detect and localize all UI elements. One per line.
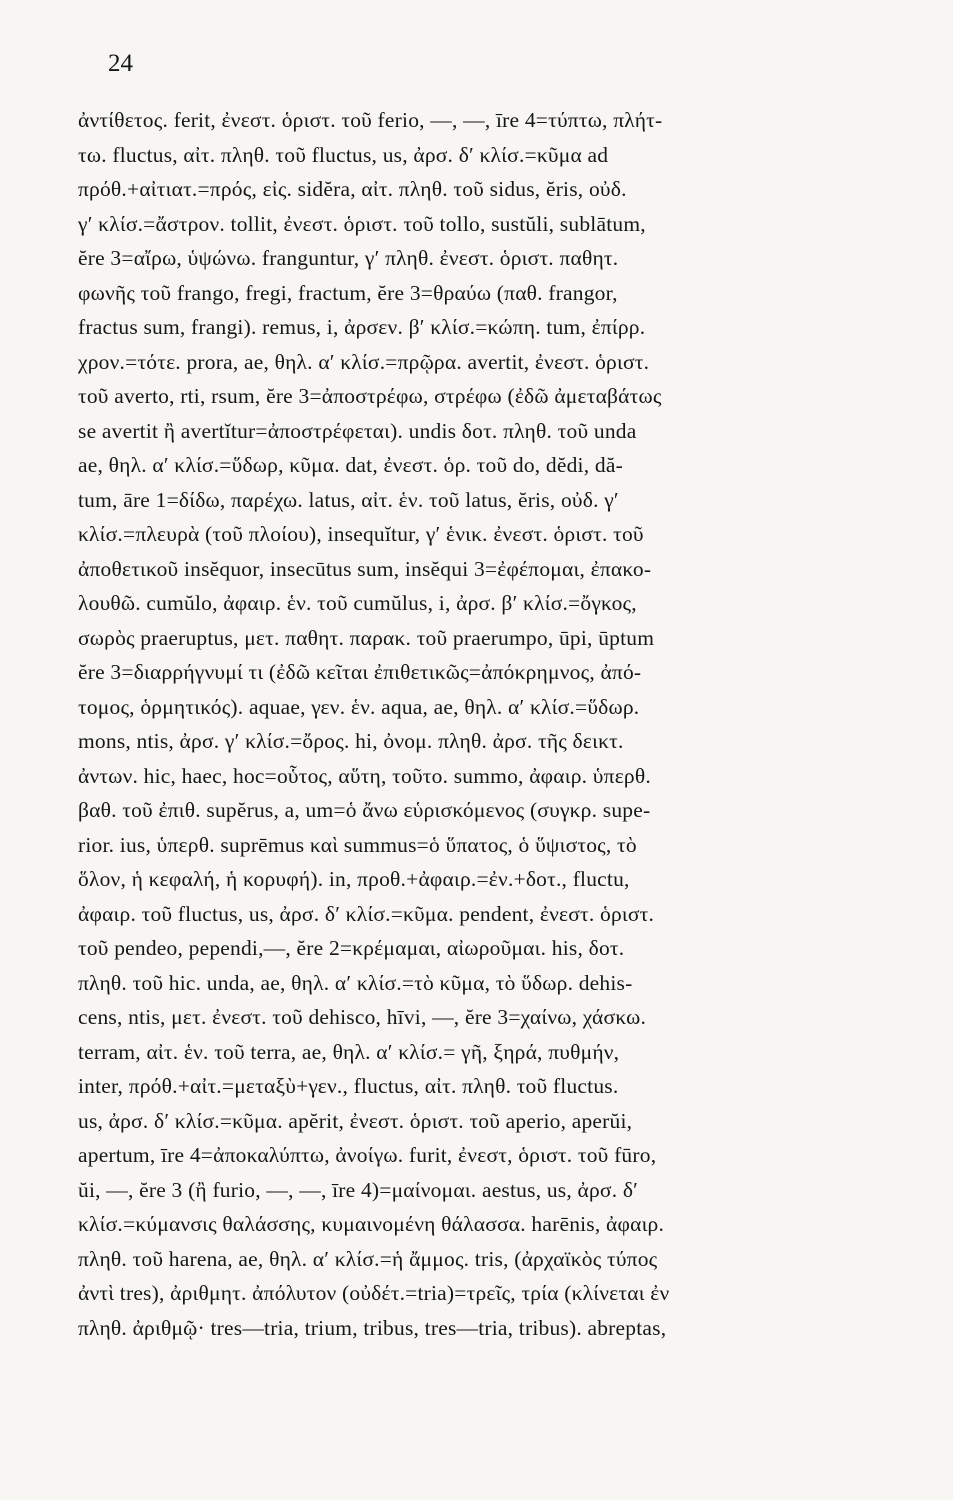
text-line: ἀντίθετος. ferit, ἐνεστ. ὁριστ. τοῦ ferio, —, —, īre 4=τύπτω, πλήτ- [78,108,663,132]
text-line: τω. fluctus, αἰτ. πληθ. τοῦ fluctus, us, ἀρσ. δ′ κλίσ.=κῦμα ad [78,142,609,167]
text-line: apertum, īre 4=ἀποκαλύπτω, ἀνοίγω. furit, ἐνεστ, ὁριστ. τοῦ fūro, [78,1143,657,1167]
text-line: τοῦ averto, rti, rsum, ĕre 3=ἀποστρέφω, στρέφω (ἐδῶ ἀμεταβάτως [78,384,662,408]
text-line: κλίσ.=πλευρὰ (τοῦ πλοίου), insequĭtur, γ′ ἑνικ. ἐνεστ. ὁριστ. τοῦ [78,522,644,546]
text-line: λουθῶ. cumŭlo, ἀφαιρ. ἑν. τοῦ cumŭlus, i, ἀρσ. β′ κλίσ.=ὄγκος, [78,591,637,615]
text-line: ae, θηλ. α′ κλίσ.=ὕδωρ, κῦμα. dat, ἐνεστ. ὁρ. τοῦ do, dĕdi, dă- [78,453,623,477]
text-line: πληθ. τοῦ hic. unda, ae, θηλ. α′ κλίσ.=τὸ κῦμα, τὸ ὕδωρ. dehis- [78,970,633,995]
text-line: ĕre 3=αἴρω, ὑψώνω. franguntur, γ′ πληθ. ἐνεστ. ὁριστ. παθητ. [78,246,619,270]
text-line: ŭi, —, ĕre 3 (ἢ furio, —, —, īre 4)=μαίνομαι. aestus, us, ἀρσ. δ′ [78,1177,639,1202]
text-line: τοῦ pendeo, pependi,—, ĕre 2=κρέμαμαι, αἰωροῦμαι. his, δοτ. [78,936,625,960]
text-line: terram, αἰτ. ἑν. τοῦ terra, ae, θηλ. α′ κλίσ.= γῆ, ξηρά, πυθμήν, [78,1039,620,1064]
text-line: φωνῆς τοῦ frango, fregi, fractum, ĕre 3=θραύω (παθ. frangor, [78,280,618,305]
text-line: ἀντὶ tres), ἀριθμητ. ἀπόλυτον (οὐδέτ.=tria)=τρεῖς, τρία (κλίνεται ἐν [78,1281,670,1305]
text-line: us, ἀρσ. δ′ κλίσ.=κῦμα. apĕrit, ἐνεστ. ὁριστ. τοῦ aperio, aperŭi, [78,1108,633,1133]
text-line: tum, āre 1=δίδω, παρέχω. latus, αἰτ. ἑν. τοῦ latus, ĕris, οὐδ. γ′ [78,487,619,512]
text-line: inter, πρόθ.+αἰτ.=μεταξὺ+γεν., fluctus, αἰτ. πληθ. τοῦ fluctus. [78,1074,619,1098]
text-line: χρον.=τότε. prora, ae, θηλ. α′ κλίσ.=πρῷρα. avertit, ἐνεστ. ὁριστ. [78,349,650,374]
text-line: ἀντων. hic, haec, hoc=οὗτος, αὕτη, τοῦτο. summo, ἀφαιρ. ὑπερθ. [78,763,651,788]
text-line: rior. ius, ὑπερθ. suprēmus καὶ summus=ὁ ὕπατος, ὁ ὕψιστος, τὸ [78,832,637,857]
page-number: 24 [108,50,133,77]
text-line: ὅλον, ἡ κεφαλή, ἡ κορυφή). in, προθ.+ἀφαιρ.=ἐν.+δοτ., fluctu, [78,867,630,891]
text-line: σωρὸς praeruptus, μετ. παθητ. παρακ. τοῦ praerumpo, ūpi, ūptum [78,625,655,650]
text-line: ĕre 3=διαρρήγνυμί τι (ἐδῶ κεῖται ἐπιθετικῶς=ἀπόκρημνος, ἀπό- [78,660,642,684]
text-line: fractus sum, frangi). remus, i, ἀρσεν. β′ κλίσ.=κώπη. tum, ἐπίρρ. [78,315,646,339]
text-line: se avertit ἢ avertĭtur=ἀποστρέφεται). undis δοτ. πληθ. τοῦ unda [78,418,637,443]
text-line: mons, ntis, ἀρσ. γ′ κλίσ.=ὄρος. hi, ὀνομ. πληθ. ἀρσ. τῆς δεικτ. [78,729,624,753]
text-line: γ′ κλίσ.=ἄστρον. tollit, ἐνεστ. ὁριστ. τοῦ tollo, sustŭli, sublātum, [78,211,646,236]
text-line: ἀφαιρ. τοῦ fluctus, us, ἀρσ. δ′ κλίσ.=κῦμα. pendent, ἐνεστ. ὁριστ. [78,901,655,926]
text-line: τομος, ὁρμητικός). aquae, γεν. ἑν. aqua, ae, θηλ. α′ κλίσ.=ὕδωρ. [78,694,640,719]
text-line: βαθ. τοῦ ἐπιθ. supĕrus, a, um=ὁ ἄνω εὑρισκόμενος (συγκρ. supe- [78,798,651,822]
text-line: cens, ntis, μετ. ἐνεστ. τοῦ dehisco, hīvi, —, ĕre 3=χαίνω, χάσκω. [78,1005,647,1029]
text-line: κλίσ.=κύμανσις θαλάσσης, κυμαινομένη θάλασσα. harēnis, ἀφαιρ. [78,1212,665,1236]
glossary-text [78,103,910,1345]
text-line: πληθ. τοῦ harena, ae, θηλ. α′ κλίσ.=ἡ ἄμμος. tris, (ἀρχαϊκὸς τύπος [78,1246,658,1271]
text-line: ἀποθετικοῦ insĕquor, insecūtus sum, insĕqui 3=ἐφέπομαι, ἐπακο- [78,556,652,581]
text-line: πρόθ.+αἰτιατ.=πρός, εἰς. sidĕra, αἰτ. πληθ. τοῦ sidus, ĕris, οὐδ. [78,177,627,201]
text-line: πληθ. ἀριθμῷ· tres—tria, trium, tribus, tres—tria, tribus). abreptas, [78,1315,667,1340]
